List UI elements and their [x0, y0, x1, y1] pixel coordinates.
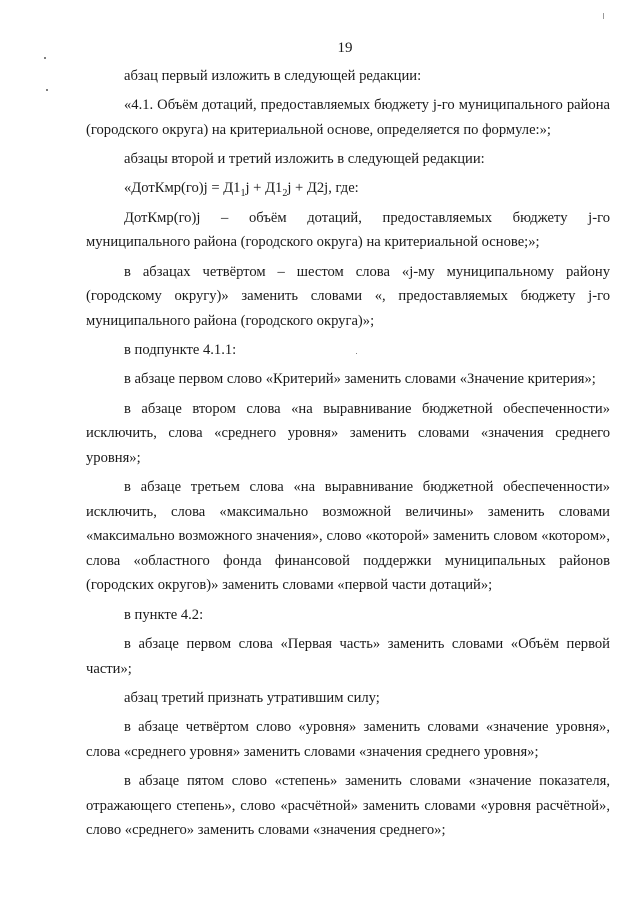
formula-part: j + Д2j, где:: [287, 180, 359, 197]
paragraph: в абзацах четвёртом – шестом слова «j-му муниципальному району (городскому округу)» заменить словами «, предоставляемых бюджету j-го муниципального района (городского округа)»;: [86, 263, 610, 329]
paragraph: в абзаце пятом слово «степень» заменить словами «значение показателя, отражающего степень», слово «расчётной» заменить словами «уровня расчётной», слово «среднего» заменить словами «значения среднего»;: [86, 773, 610, 839]
formula-paragraph: [86, 176, 610, 201]
paragraph: в абзаце первом слова «Первая часть» заменить словами «Объём первой части»;: [86, 636, 610, 677]
paragraph: абзац третий признать утратившим силу;: [124, 689, 380, 706]
document-body: [86, 64, 610, 848]
page-number: 19: [337, 40, 353, 56]
paragraph: в абзаце третьем слова «на выравнивание бюджетной обеспеченности» исключить, слова «максимально возможной величины» заменить словами «максимально возможного значения», слово «которой» заменить словом «котором», слова «областного фонда финансовой поддержки муниципальных районов (городских округов)» заменить словами «первой части дотаций»;: [86, 479, 610, 594]
formula-part: j + Д1: [245, 180, 283, 197]
paragraph: в пункте 4.2:: [124, 606, 204, 623]
scan-speck: [44, 57, 46, 59]
paragraph: абзацы второй и третий изложить в следующей редакции:: [124, 151, 485, 168]
paragraph: «4.1. Объём дотаций, предоставляемых бюджету j-го муниципального района (городского округа) на критериальной основе, определяется по формуле:»;: [86, 97, 610, 138]
formula-subscript: 1: [240, 188, 246, 200]
formula-part: «ДотКмр(го)j = Д1: [124, 180, 241, 197]
formula-subscript: 2: [282, 188, 288, 200]
paragraph: в абзаце первом слово «Критерий» заменить словами «Значение критерия»;: [124, 371, 596, 388]
paragraph: абзац первый изложить в следующей редакции:: [124, 68, 422, 84]
paragraph: в абзаце четвёртом слово «уровня» заменить словами «значение уровня», слова «среднего уровня» заменить словами «значения среднего уровня»;: [86, 719, 610, 760]
paragraph: ДотКмр(го)j – объём дотаций, предоставляемых бюджету j-го муниципального района (городского округа) на критериальной основе;»;: [86, 209, 610, 251]
scan-mark: [603, 13, 604, 19]
scan-speck: [46, 89, 48, 91]
paragraph: в подпункте 4.1.1:: [124, 342, 237, 359]
paragraph: в абзаце втором слова «на выравнивание бюджетной обеспеченности» исключить, слова «среднего уровня» заменить словами «значения среднего уровня»;: [86, 400, 610, 466]
